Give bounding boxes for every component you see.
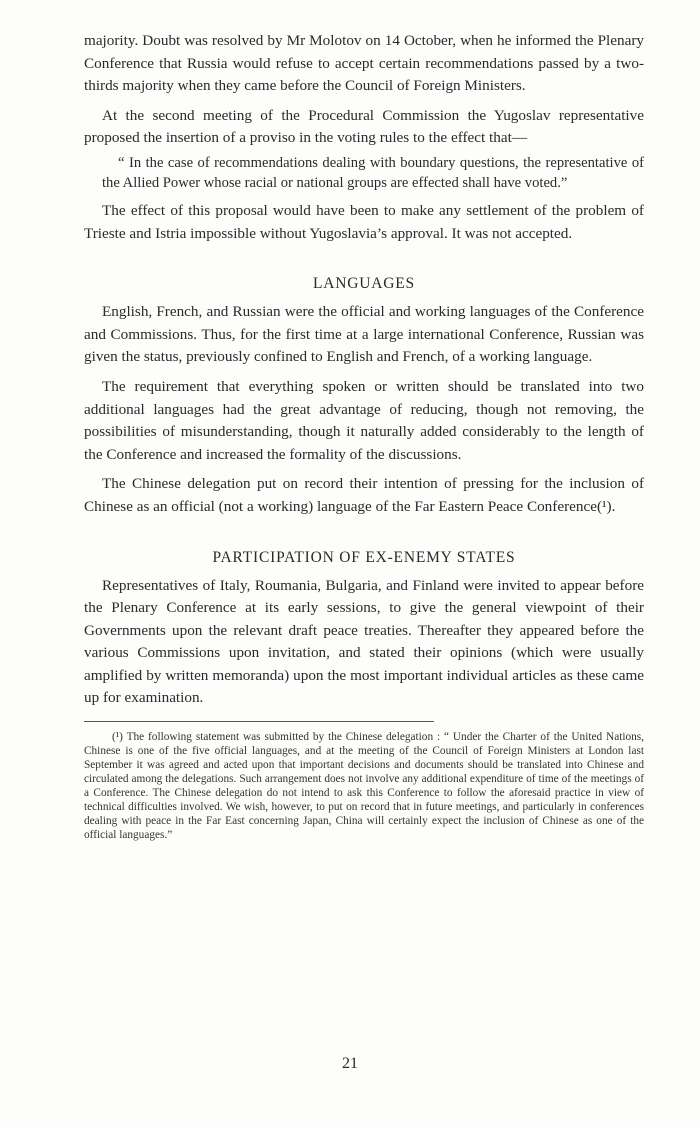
footnote-divider (84, 721, 434, 722)
paragraph-chinese-delegation: The Chinese delegation put on record their intention of pressing for the inclusion of Chinese as an official (not a working) language of the Far Eastern Peace Conference(¹). (84, 475, 644, 515)
block-quote: “ In the case of recommendations dealing with boundary questions, the representative of the Allied Power whose racial or national groups are effected shall have voted.” (102, 154, 644, 191)
paragraph-ex-enemy-states: Representatives of Italy, Roumania, Bulgaria, and Finland were invited to appear before the Plenary Conference at its early sessions, to give the general viewpoint of their Governments upon the relevant draft peace treaties. Thereafter they appeared before the various Commissions upon invitation, and stated their opinions (which were usually amplified by written memoranda) upon the most important individual articles as these came up for examination. (84, 576, 644, 707)
paragraph-trieste: The effect of this proposal would have been to make any settlement of the problem of Trieste and Istria impossible without Yugoslavia’s approval. It was not accepted. (84, 201, 644, 242)
paragraph-continuation: majority. Doubt was resolved by Mr Molotov on 14 October, when he informed the Plenary Conference that Russia would refuse to accept certain recommendations passed by a two-thirds majority when they came before the Council of Foreign Ministers. (84, 32, 644, 95)
paragraph-yugoslav-proposal: At the second meeting of the Procedural Commission the Yugoslav representative proposed the insertion of a proviso in the voting rules to the effect that— (84, 106, 644, 147)
footnote (84, 730, 644, 842)
footnote-text: (¹) The following statement was submitted by the Chinese delegation : “ Under the Charter of the United Nations, Chinese is one of the five official languages, and at the meeting of the Council of Foreign Ministers at London last September it was agreed and acted upon that important decisions and documents should be translated into Chinese and circulated among the delegations. Such arrangement does not involve any additional expenditure of time of the meetings of a Conference. The Chinese delegation do not intend to ask this Conference to follow the aforesaid practice in view of technical difficulties involved. We wish, however, to put on record that in future meetings, and particularly in conferences dealing with peace in the Far East concerning Japan, China will certainly expect the inclusion of Chinese as one of the official languages.” (84, 731, 644, 842)
page-number: 21 (342, 1055, 358, 1072)
heading-languages: LANGUAGES (313, 275, 415, 293)
paragraph-translation-requirement: The requirement that everything spoken or written should be translated into two additional languages had the great advantage of reducing, though not removing, the possibilities of misunderstanding, though it naturally added considerably to the length of the Conference and increased the formality of the discussions. (84, 377, 644, 463)
heading-participation: PARTICIPATION OF EX-ENEMY STATES (212, 548, 516, 566)
page-body (84, 30, 644, 842)
paragraph-official-languages: English, French, and Russian were the official and working languages of the Conference and Commissions. Thus, for the first time at a large international Conference, Russian was given the status, previously confined to English and French, of a working language. (84, 303, 644, 366)
